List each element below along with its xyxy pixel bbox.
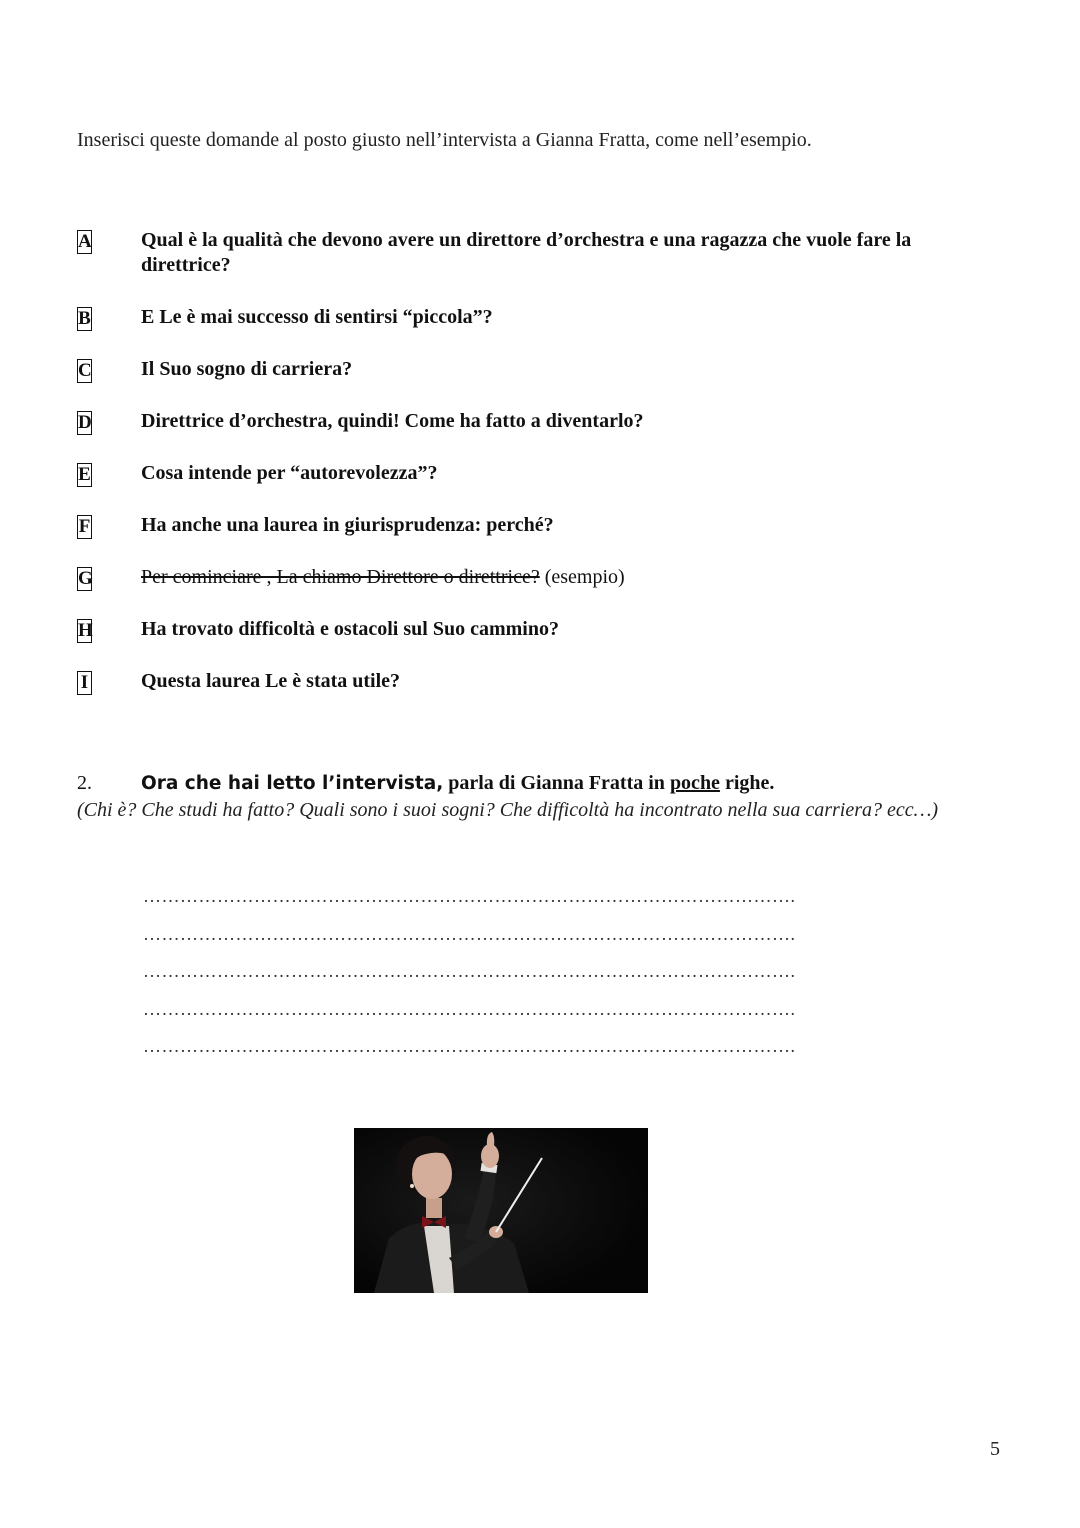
heading-underlined-word: poche [669,772,720,794]
question-text: Qual è la qualità che devono avere un direttore d’orchestra e una ragazza che vuole fare la direttrice? [141,229,912,276]
example-note: (esempio) [544,566,625,588]
conductor-illustration [354,1128,648,1293]
question-item-f [77,513,997,565]
section-2-heading [77,770,997,797]
example-strikethrough-text: Per cominciare , La chiamo Direttore o direttrice? [141,566,540,588]
heading-part-2: parla di Gianna Fratta in [443,772,670,794]
question-text: Cosa intende per “autorevolezza”? [141,462,438,484]
question-item-e [77,461,997,513]
answer-line[interactable]: ……………………………………………………………………………………………. [143,923,796,944]
conductor-photo [354,1128,648,1293]
question-letter-box: A [78,231,92,252]
heading-part-1: Ora che hai letto l’intervista, [141,773,444,794]
question-letter-box: G [78,568,93,589]
section-number: 2. [77,772,92,794]
page-number: 5 [990,1438,1000,1460]
section-2-prompt: (Chi è? Che studi ha fatto? Quali sono i suoi sogni? Che difficoltà ha incontrato nella sua carriera? ecc…) [77,799,939,821]
question-text: Il Suo sogno di carriera? [141,358,353,380]
answer-lines[interactable] [143,883,893,1071]
question-letter-box: I [77,671,92,695]
question-letter-box: E [78,464,91,485]
question-item-a [77,228,997,305]
answer-line[interactable]: ……………………………………………………………………………………………. [143,1036,796,1056]
answer-line[interactable]: ……………………………………………………………………………………………. [143,998,796,1019]
instructions: Inserisci queste domande al posto giusto nell’intervista a Gianna Fratta, come nell’esempio. [77,129,812,151]
section-2-title [141,770,774,797]
question-text [141,565,997,590]
question-text: Ha trovato difficoltà e ostacoli sul Suo cammino? [141,618,559,640]
section-2 [77,770,997,823]
question-item-i [77,669,997,721]
question-letter-box: D [78,412,92,433]
answer-line[interactable]: ……………………………………………………………………………………………. [143,961,796,981]
question-item-b [77,305,997,357]
question-text: Questa laurea Le è stata utile? [141,670,401,692]
question-letter-box: F [78,516,91,537]
question-letter-box: B [78,308,91,329]
question-text: Ha anche una laurea in giurisprudenza: perché? [141,514,554,536]
question-item-c [77,357,997,409]
question-letter-box: H [78,620,93,641]
question-text: Direttrice d’orchestra, quindi! Come ha fatto a diventarlo? [141,410,644,432]
question-text: E Le è mai successo di sentirsi “piccola”? [141,306,493,328]
question-letter-box: C [78,360,92,381]
answer-line[interactable]: ……………………………………………………………………………………………. [143,886,796,906]
question-list [77,228,997,721]
heading-part-3: righe. [719,772,775,794]
question-item-d [77,409,997,461]
question-item-g-example [77,565,997,617]
question-item-h [77,617,997,669]
